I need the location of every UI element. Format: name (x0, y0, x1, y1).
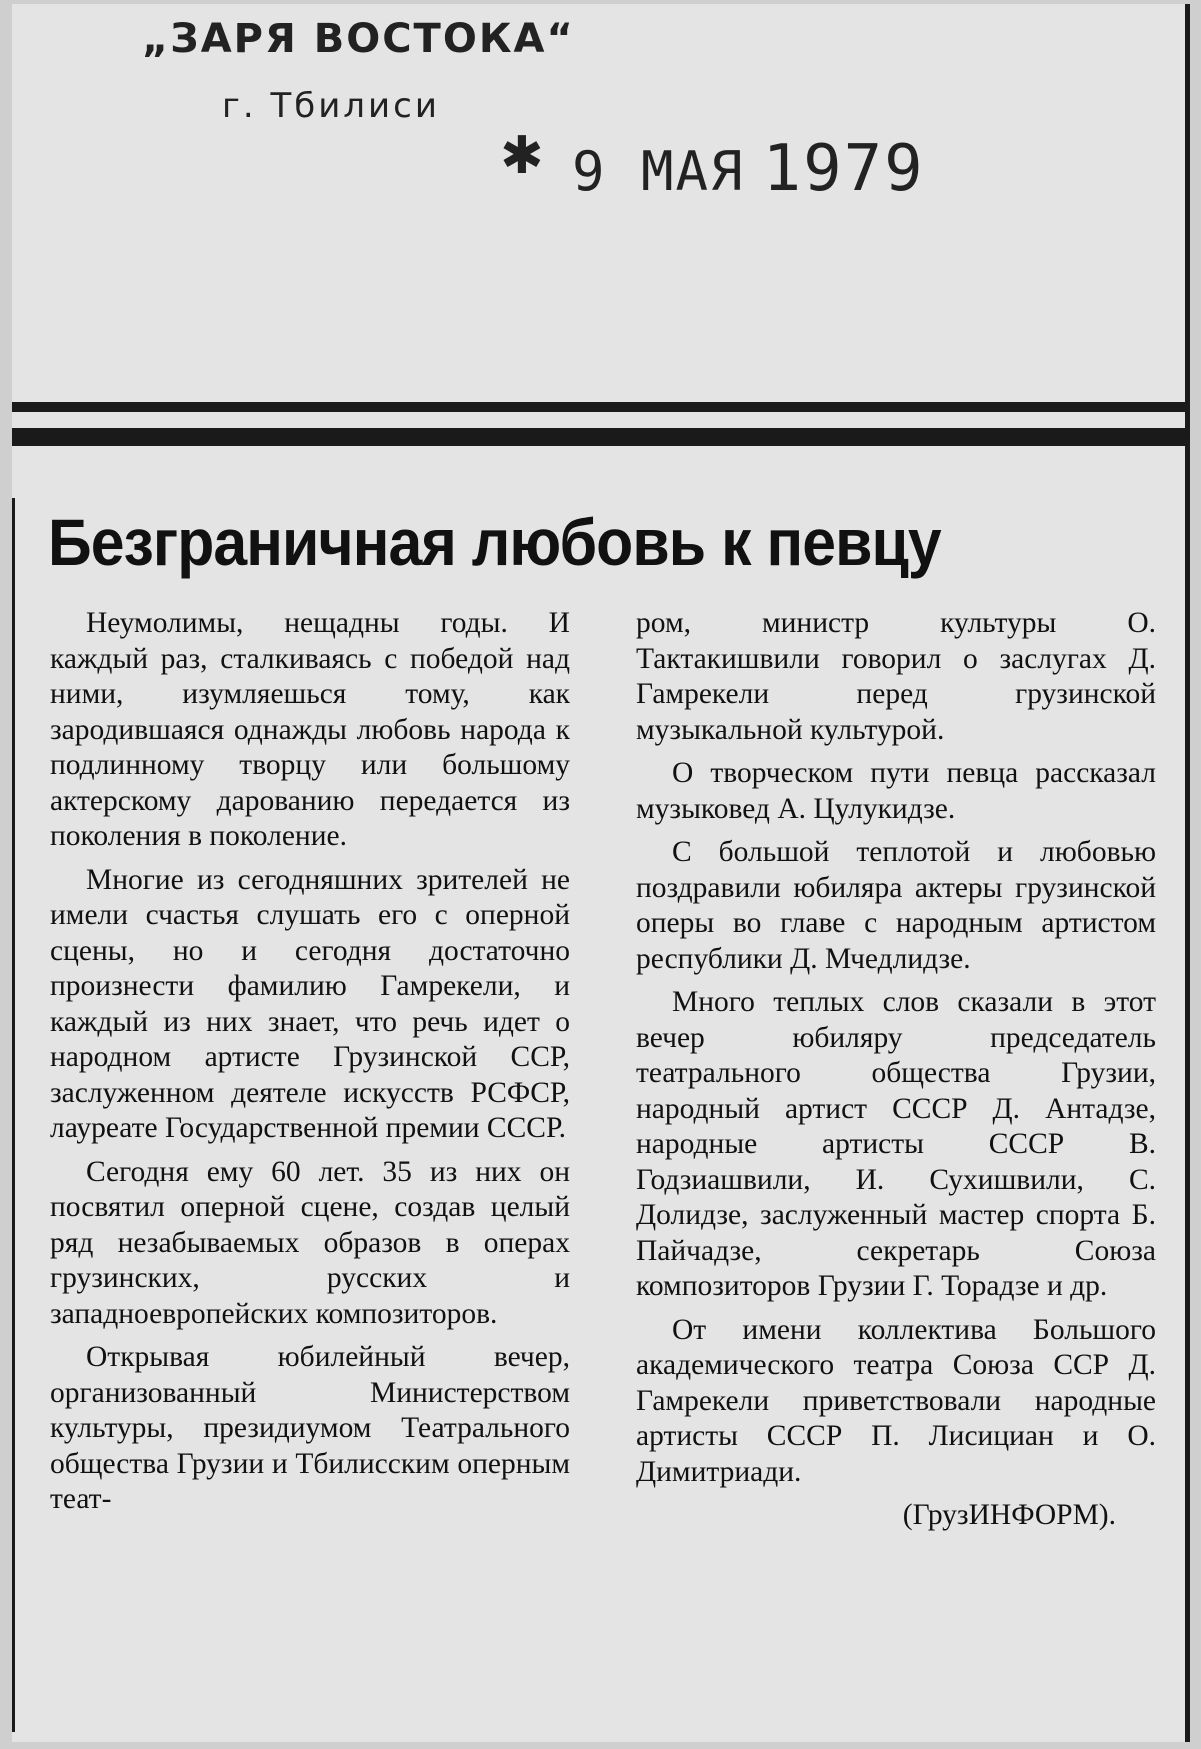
paragraph: Открывая юбилейный вечер, организованный Министерством культуры, президиумом Театрального общества Грузии и Тбилисским оперным теат- (50, 1341, 570, 1515)
date-year: 1979 (762, 132, 925, 206)
paragraph: Неумолимы, нещадны годы. И каждый раз, сталкиваясь с победой над ними, изумляешься тому, как зародившаяся однажды любовь народа к подлинному творцу или большому актерскому дарованию передается из поколения в поколение. (50, 607, 570, 852)
paragraph: Сегодня ему 60 лет. 35 из них он посвятил оперной сцене, создав целый ряд незабываемых образов в операх грузинских, русских и западноевропейских композиторов. (50, 1155, 570, 1330)
thick-divider-rule (12, 428, 1185, 446)
article-headline: Безграничная любовь к певцу (48, 505, 941, 579)
article-left-border (12, 498, 15, 1732)
paragraph: О творческом пути певца рассказал музыковед А. Цулукидзе. (636, 757, 1156, 825)
date-day-month: 9 МАЯ (572, 140, 745, 203)
article-column-right (636, 606, 1156, 1534)
article (12, 446, 1185, 1742)
paragraph: Многие из сегодняшних зрителей не имели счастья слушать его с оперной сцены, но и сегодня достаточно произнести фамилию Гамрекели, и каждый из них знает, что речь идет о народном артисте Грузинской ССР, заслуженном деятеле искусств РСФСР, лауреате Государственной премии СССР. (50, 863, 570, 1144)
city-stamp: г. Тбилиси (222, 86, 440, 126)
article-column-left (50, 606, 570, 1526)
paragraph: От имени коллектива Большого академического театра Союза ССР Д. Гамрекели приветствовали народные артисты СССР П. Лисициан и О. Димитриади. (636, 1313, 1156, 1488)
newspaper-name-stamp: „ЗАРЯ ВОСТОКА“ (142, 16, 575, 62)
article-byline: (ГрузИНФОРМ). (902, 1499, 1116, 1531)
paragraph: Много теплых слов сказали в этот вечер юбиляру председатель театрального общества Грузии, народный артист СССР Д. Антадзе, народные артисты СССР В. Годзиашвили, И. Сухишвили, С. Долидзе, заслуженный мастер спорта Б. Пайчадзе, секретарь Союза композиторов Грузии Г. Торадзе и др. (636, 986, 1156, 1302)
thin-divider-rule (12, 402, 1185, 412)
clipping-stamp-area (12, 4, 1185, 384)
newspaper-clipping (12, 4, 1190, 1742)
date-stamp (572, 132, 925, 206)
paragraph-continuation: ром, министр культуры О. Тактакишвили говорил о заслугах Д. Гамрекели перед грузинской музыкальной культурой. (636, 607, 1156, 746)
star-stamp-icon: ✱ (500, 126, 544, 186)
paragraph: С большой теплотой и любовью поздравили юбиляра актеры грузинской оперы во главе с народным артистом республики Д. Мчедлидзе. (636, 836, 1156, 975)
